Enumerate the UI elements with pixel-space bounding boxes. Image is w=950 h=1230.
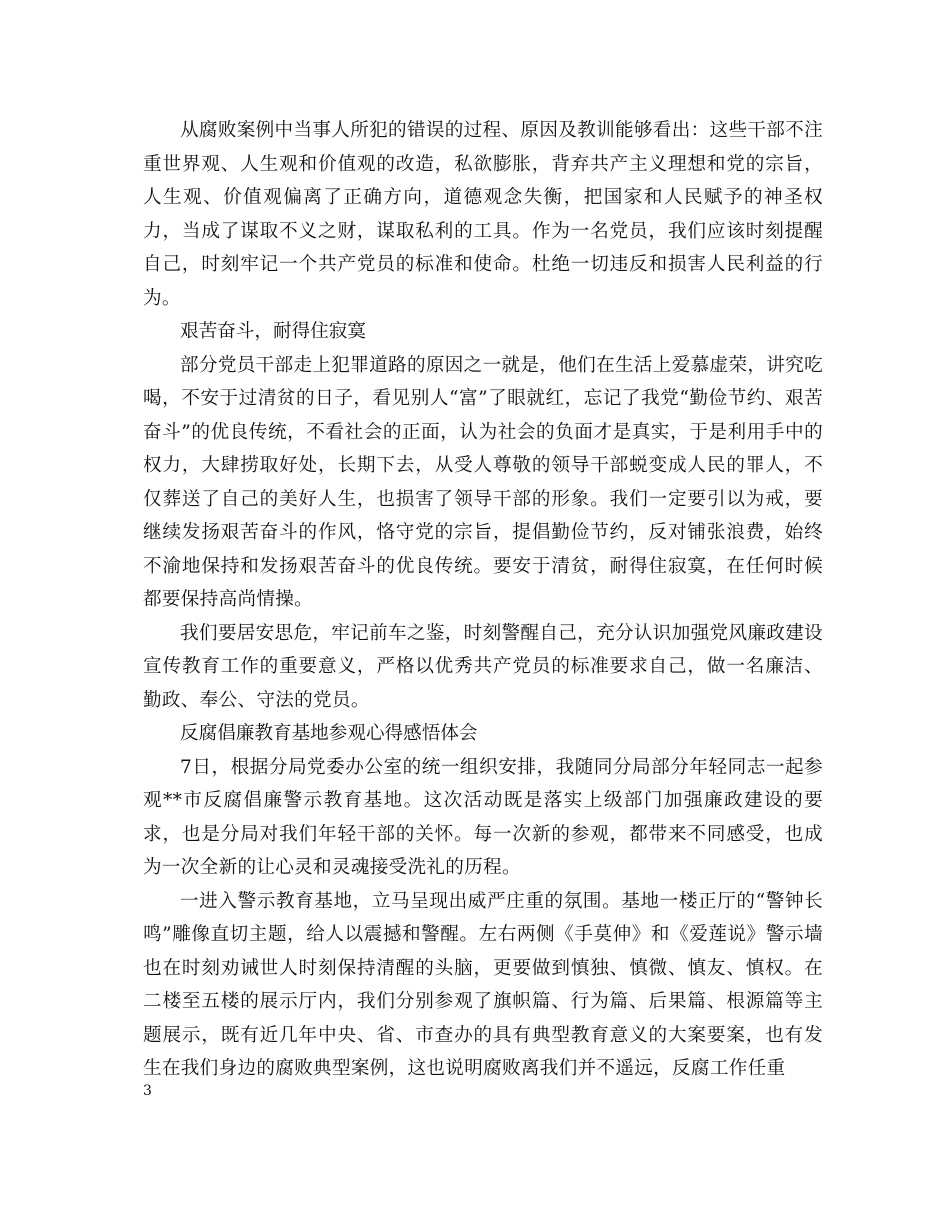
paragraph-case-lessons: 从腐败案例中当事人所犯的错误的过程、原因及教训能够看出：这些干部不注重世界观、人生观和价值观的改造，私欲膨胀，背弃共产主义理想和党的宗旨，人生观、价值观偏离了正确方向，道德观念失衡，把国家和人民赋予的神圣权力，当成了谋取不义之财，谋取私利的工具。作为一名党员，我们应该时刻提醒自己，时刻牢记一个共产党员的标准和使命。杜绝一切违反和损害人民利益的行为。 [143,120,823,309]
paragraph-vigilance: 我们要居安思危，牢记前车之鉴，时刻警醒自己，充分认识加强党风廉政建设宣传教育工作的重要意义，严格以优秀共产党员的标准要求自己，做一名廉洁、勤政、奉公、守法的党员。 [143,622,823,711]
section-heading-hard-work: 艰苦奋斗，耐得住寂寞 [180,321,366,342]
paragraph-visit-intro: 7日，根据分局党委办公室的统一组织安排，我随同分局部分年轻同志一起参观**市反腐倡廉警示教育基地。这次活动既是落实上级部门加强廉政建设的要求，也是分局对我们年轻干部的关怀。每一次新的参观，都带来不同感受，也成为一次全新的让心灵和灵魂接受洗礼的历程。 [143,756,823,878]
page-number: 3 [143,1083,152,1099]
paragraph-visit-exhibits: 一进入警示教育基地，立马呈现出威严庄重的氛围。基地一楼正厅的“警钟长鸣”雕像直切主题，给人以震撼和警醒。左右两侧《手莫伸》和《爱莲说》警示墙也在时刻劝诫世人时刻保持清醒的头脑，更要做到慎独、慎微、慎友、慎权。在二楼至五楼的展示厅内，我们分别参观了旗帜篇、行为篇、后果篇、根源篇等主题展示，既有近几年中央、省、市查办的具有典型教育意义的大案要案，也有发生在我们身边的腐败典型案例，这也说明腐败离我们并不遥远，反腐工作任重 [143,890,823,1079]
document-body [143,114,823,1086]
paragraph-hard-work: 部分党员干部走上犯罪道路的原因之一就是，他们在生活上爱慕虚荣，讲究吃喝，不安于过清贫的日子，看见别人“富”了眼就红，忘记了我党“勤俭节约、艰苦奋斗”的优良传统，不看社会的正面，认为社会的负面才是真实，于是利用手中的权力，大肆捞取好处，长期下去，从受人尊敬的领导干部蜕变成人民的罪人，不仅葬送了自己的美好人生，也损害了领导干部的形象。我们一定要引以为戒，要继续发扬艰苦奋斗的作风，恪守党的宗旨，提倡勤俭节约，反对铺张浪费，始终不渝地保持和发扬艰苦奋斗的优良传统。要安于清贫，耐得住寂寞，在任何时候都要保持高尚情操。 [143,354,823,610]
section-heading-visit: 反腐倡廉教育基地参观心得感悟体会 [180,723,478,744]
